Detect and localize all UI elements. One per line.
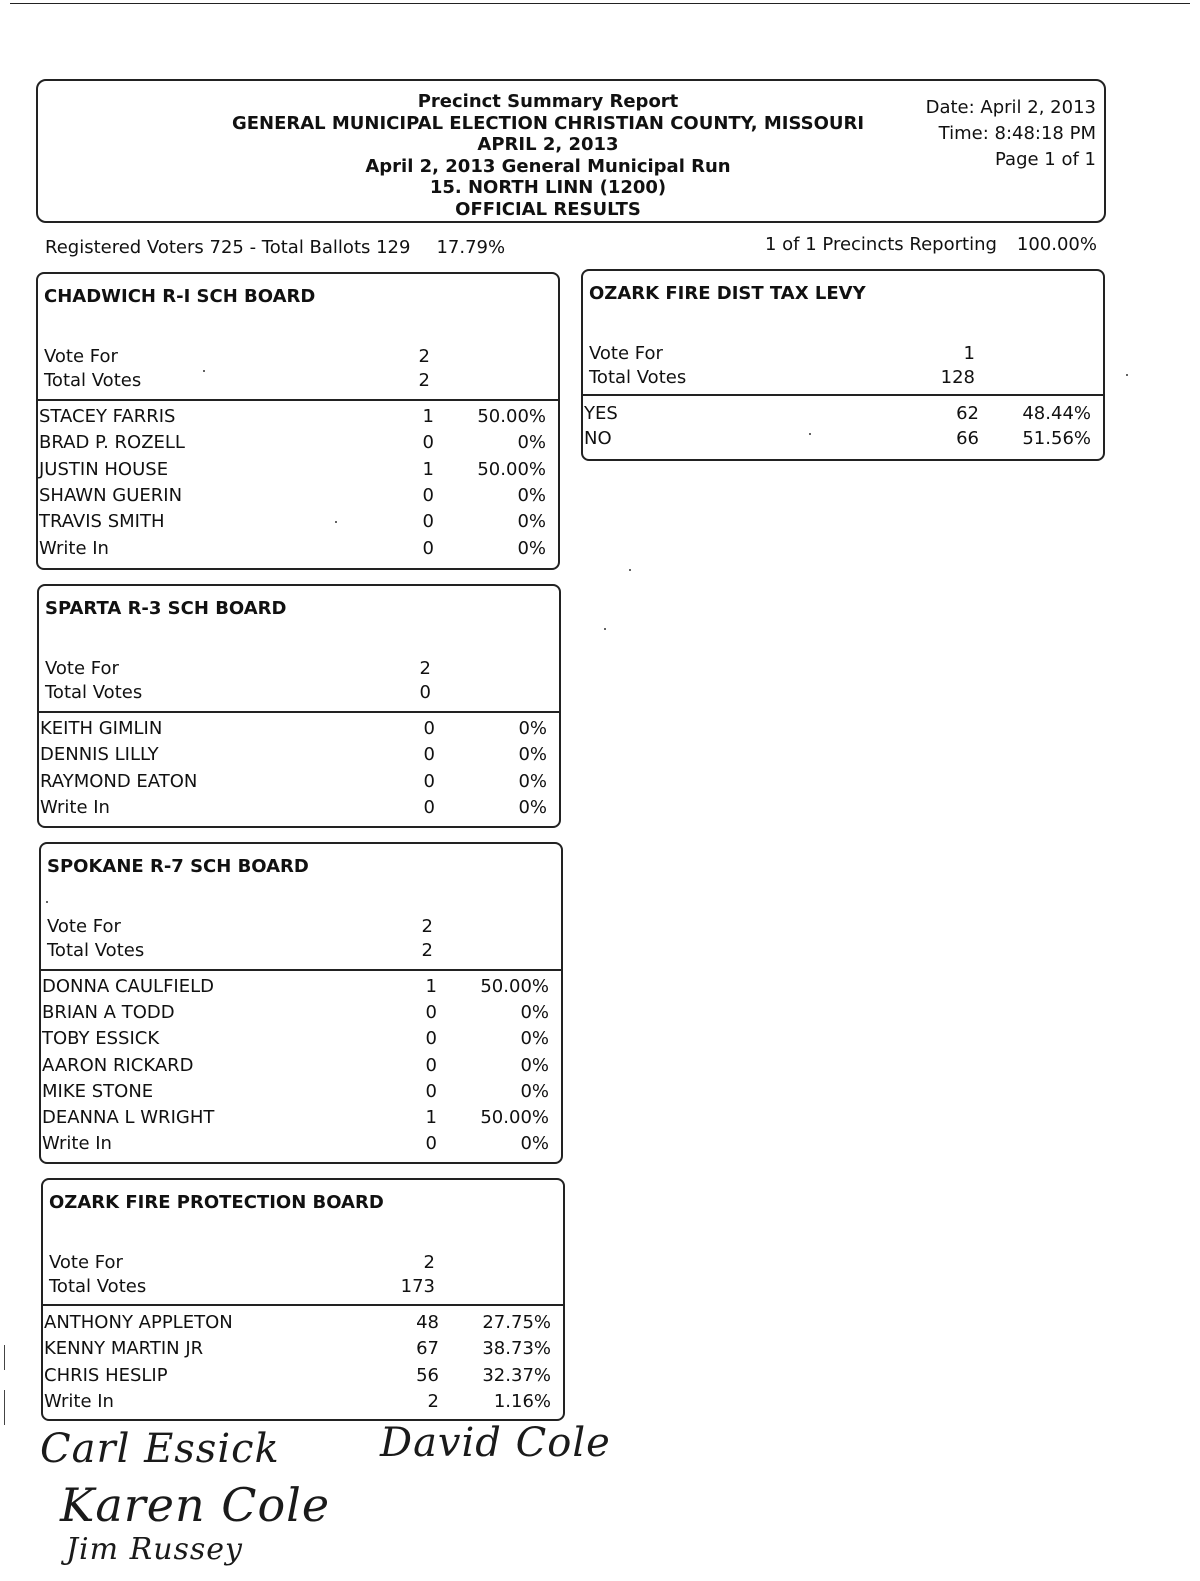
candidate-votes: 56 [416,1364,439,1386]
race-box [581,269,1105,461]
candidate-votes: 2 [427,1390,439,1412]
report-time: Time: 8:48:18 PM [938,123,1096,144]
vote-for-value: 2 [418,346,430,367]
vote-for-row [38,346,558,370]
total-votes-label: Total Votes [45,682,143,703]
report-header [36,79,1106,223]
precinct-name: 15. NORTH LINN (1200) [429,177,667,198]
vote-for-label: Vote For [49,1252,123,1273]
candidate-percent: 1.16% [493,1390,551,1412]
report-title-block [218,91,878,220]
total-votes-row [39,682,559,706]
candidate-votes: 0 [423,744,435,766]
vote-for-value: 2 [423,1252,435,1273]
vote-for-row [39,658,559,682]
candidate-row [41,1055,561,1079]
candidate-name: BRIAN A TODD [42,1002,175,1024]
candidate-percent: 0% [518,770,547,792]
candidate-name: Write In [42,1133,112,1155]
turnout-summary [45,237,505,258]
candidate-name: Write In [39,537,109,559]
race-box [41,1178,565,1421]
report-meta [926,95,1096,173]
candidate-percent: 50.00% [480,976,549,997]
candidate-name: BRAD P. ROZELL [39,432,185,454]
candidate-row [39,718,559,742]
signature: Karen Cole [60,1478,331,1532]
candidate-row [39,771,559,795]
report-title: Precinct Summary Report [417,91,679,112]
candidate-votes: 0 [422,511,434,533]
reporting-percent: 100.00% [1016,234,1097,255]
candidate-row [583,428,1103,452]
candidate-row [43,1391,563,1415]
candidate-percent: 0% [520,1054,549,1076]
total-votes-value: 0 [419,682,431,703]
candidate-votes: 0 [422,432,434,454]
candidate-percent: 0% [518,796,547,818]
signature: Jim Russey [66,1532,244,1567]
results-status: OFFICIAL RESULTS [455,198,641,220]
candidate-row [38,459,558,483]
candidate-name: KEITH GIMLIN [40,718,163,739]
election-date: APRIL 2, 2013 [477,134,619,155]
registered-ballots: Registered Voters 725 - Total Ballots 129 [45,237,411,258]
candidate-name: YES [584,403,618,424]
total-votes-value: 2 [418,370,430,391]
candidate-votes: 48 [416,1312,439,1333]
signature: David Cole [380,1420,611,1466]
candidate-name: DENNIS LILLY [40,744,159,766]
vote-for-label: Vote For [589,343,663,364]
candidate-name: JUSTIN HOUSE [39,458,169,480]
candidate-votes: 0 [425,1133,437,1155]
race-divider [41,969,561,971]
candidate-percent: 50.00% [477,406,546,427]
total-votes-label: Total Votes [47,940,145,961]
candidate-name: SHAWN GUERIN [39,484,183,506]
vote-for-value: 2 [419,658,431,679]
signature: Carl Essick [40,1426,280,1472]
candidate-percent: 50.00% [480,1107,549,1128]
top-edge-rule [10,3,1190,4]
race-box [37,584,561,828]
precincts-reporting: 1 of 1 Precincts Reporting [765,234,997,255]
total-votes-label: Total Votes [44,370,142,391]
candidate-row [43,1312,563,1336]
candidate-percent: 38.73% [482,1338,551,1360]
candidate-row [41,976,561,1000]
candidate-percent: 0% [517,511,546,533]
candidate-name: TOBY ESSICK [42,1028,160,1050]
race-title: SPOKANE R-7 SCH BOARD [47,856,309,877]
race-divider [38,399,558,401]
candidate-row [41,1133,561,1157]
race-title: OZARK FIRE PROTECTION BOARD [49,1192,384,1213]
candidate-votes: 0 [425,1028,437,1050]
candidate-percent: 27.75% [482,1312,551,1333]
race-divider [583,394,1103,396]
candidate-name: AARON RICKARD [42,1054,194,1076]
margin-mark [4,1390,5,1425]
candidate-name: DEANNA L WRIGHT [42,1107,215,1128]
candidate-votes: 67 [416,1338,439,1360]
candidate-name: ANTHONY APPLETON [44,1312,233,1333]
vote-for-value: 1 [963,343,975,364]
vote-for-label: Vote For [45,658,119,679]
candidate-row [38,406,558,430]
total-votes-label: Total Votes [589,367,687,388]
race-title: SPARTA R-3 SCH BOARD [45,598,287,619]
candidate-percent: 32.37% [482,1364,551,1386]
candidate-name: RAYMOND EATON [40,770,198,792]
candidate-votes: 0 [423,770,435,792]
candidate-row [583,403,1103,427]
candidate-votes: 0 [423,718,435,739]
candidate-votes: 62 [956,403,979,424]
candidate-votes: 1 [422,458,434,480]
candidate-votes: 0 [425,1054,437,1076]
candidate-name: CHRIS HESLIP [44,1364,168,1386]
candidate-votes: 1 [422,406,434,427]
race-box [39,842,563,1164]
race-divider [43,1304,563,1306]
candidate-percent: 0% [518,744,547,766]
turnout-percent: 17.79% [436,237,506,258]
reporting-summary [765,234,1097,255]
election-name: GENERAL MUNICIPAL ELECTION CHRISTIAN COUNTY, MISSOURI [231,112,865,134]
candidate-name: MIKE STONE [42,1080,154,1102]
candidate-votes: 0 [425,1080,437,1102]
vote-for-label: Vote For [47,916,121,937]
candidate-row [43,1365,563,1389]
race-box [36,272,560,570]
candidate-name: KENNY MARTIN JR [44,1338,204,1360]
report-date: Date: April 2, 2013 [925,97,1096,118]
candidate-row [41,1081,561,1105]
total-votes-row [41,940,561,964]
candidate-row [41,1028,561,1052]
candidate-name: TRAVIS SMITH [39,511,165,533]
page-number: Page 1 of 1 [995,149,1096,170]
vote-for-row [41,916,561,940]
candidate-row [38,538,558,562]
total-votes-row [38,370,558,394]
candidate-votes: 0 [422,484,434,506]
candidate-percent: 0% [520,1002,549,1024]
candidate-votes: 0 [422,537,434,559]
candidate-name: STACEY FARRIS [39,406,176,427]
candidate-percent: 0% [520,1133,549,1155]
candidate-percent: 0% [517,537,546,559]
total-votes-value: 2 [421,940,433,961]
candidate-percent: 0% [517,432,546,454]
total-votes-row [583,367,1103,391]
candidate-row [38,511,558,535]
vote-for-label: Vote For [44,346,118,367]
candidate-percent: 50.00% [477,458,546,480]
candidate-votes: 66 [956,428,979,449]
candidate-row [38,485,558,509]
candidate-name: Write In [40,796,110,818]
candidate-row [39,744,559,768]
candidate-row [39,797,559,821]
candidate-percent: 0% [517,484,546,506]
candidate-percent: 0% [520,1080,549,1102]
candidate-row [41,1002,561,1026]
candidate-row [38,432,558,456]
candidate-name: Write In [44,1390,114,1412]
total-votes-value: 173 [400,1276,435,1297]
candidate-votes: 0 [425,1002,437,1024]
race-title: OZARK FIRE DIST TAX LEVY [589,283,866,304]
total-votes-value: 128 [940,367,975,388]
candidate-votes: 1 [425,1107,437,1128]
vote-for-row [43,1252,563,1276]
candidate-votes: 0 [423,796,435,818]
candidate-name: DONNA CAULFIELD [42,976,215,997]
race-divider [39,711,559,713]
run-name: April 2, 2013 General Municipal Run [365,155,731,177]
candidate-percent: 0% [518,718,547,739]
vote-for-row [583,343,1103,367]
vote-for-value: 2 [421,916,433,937]
candidate-votes: 1 [425,976,437,997]
total-votes-label: Total Votes [49,1276,147,1297]
candidate-percent: 48.44% [1022,403,1091,424]
candidate-percent: 51.56% [1022,428,1091,449]
candidate-name: NO [584,428,612,449]
candidate-row [41,1107,561,1131]
total-votes-row [43,1276,563,1300]
candidate-percent: 0% [520,1028,549,1050]
margin-mark [4,1345,5,1370]
candidate-row [43,1338,563,1362]
race-title: CHADWICH R-I SCH BOARD [44,286,316,307]
signature-block [30,1420,630,1581]
